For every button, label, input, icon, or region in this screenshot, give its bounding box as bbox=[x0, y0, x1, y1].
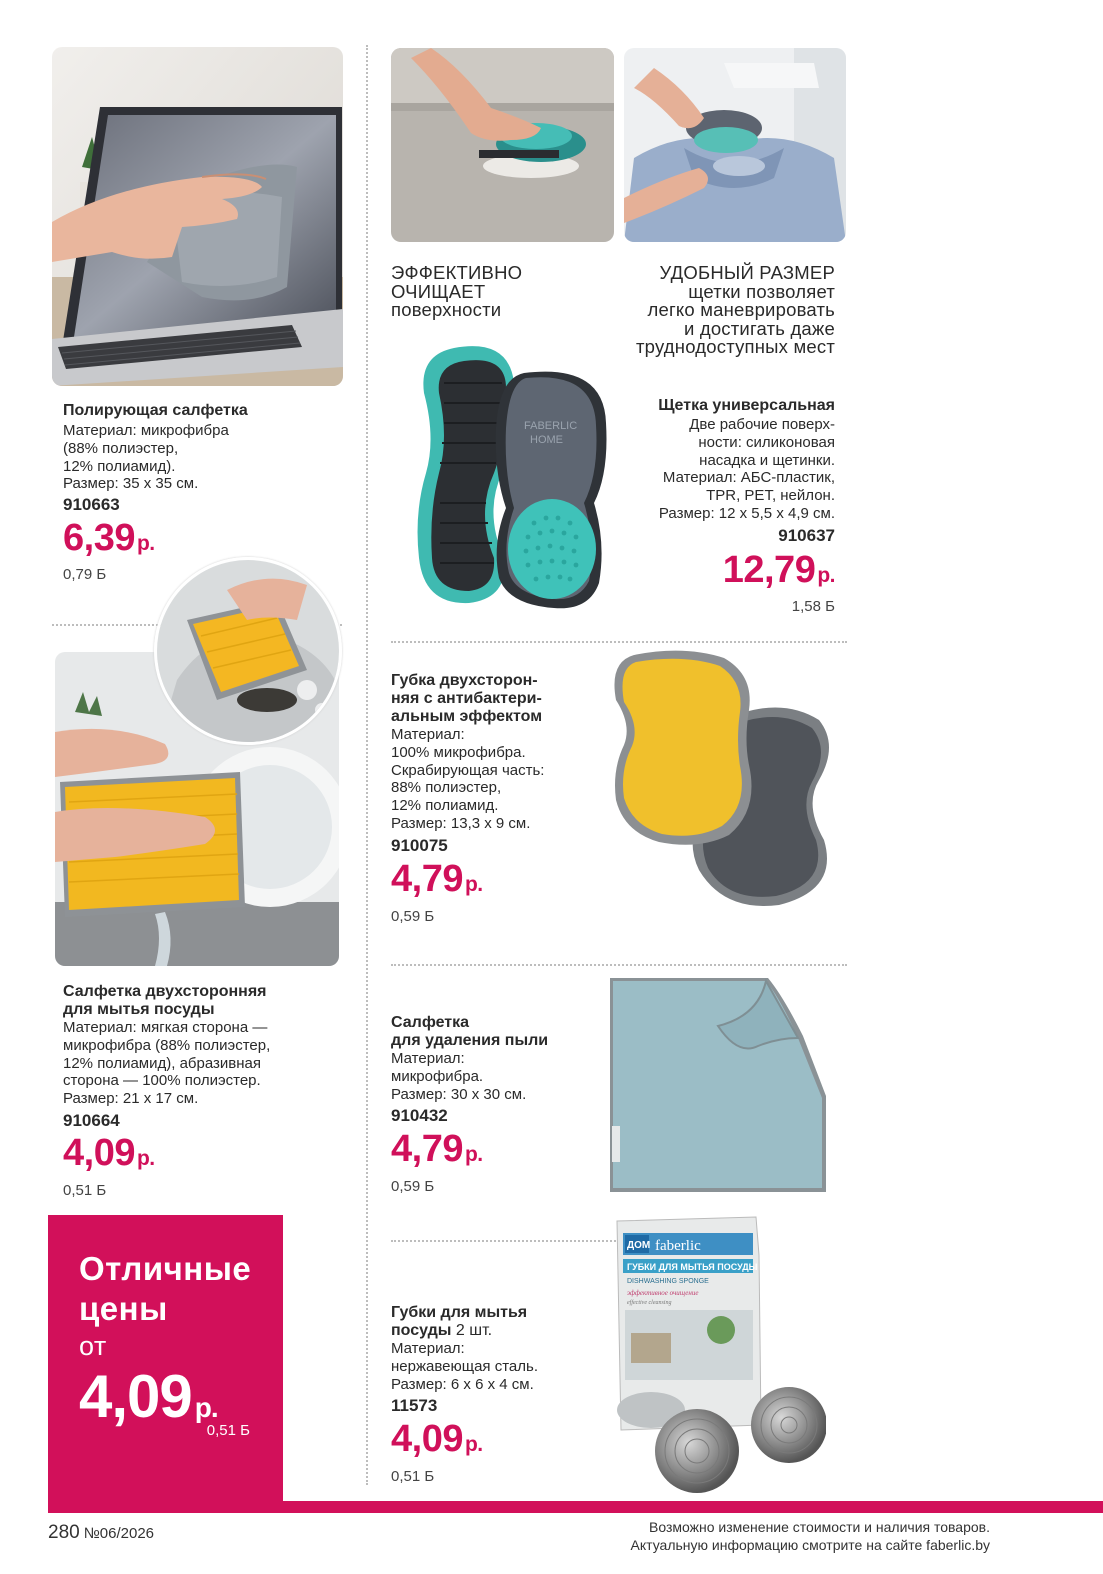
product-points: 0,51 Б bbox=[63, 1181, 107, 1199]
footer-note-line-2: Актуальную информацию смотрите на сайте faberlic.by bbox=[630, 1537, 990, 1553]
product-dish-cloth bbox=[63, 983, 343, 1200]
product-name bbox=[63, 983, 343, 1019]
promo-banner bbox=[48, 1215, 283, 1513]
product-dust-cloth bbox=[391, 1014, 601, 1196]
steel-sponges-image bbox=[611, 1215, 826, 1500]
package-line-1: ГУБКИ ДЛЯ МЫТЬЯ ПОСУДЫ bbox=[627, 1262, 758, 1272]
product-description-line: нержавеющая сталь. bbox=[391, 1357, 538, 1375]
product-quantity: 2 шт. bbox=[451, 1322, 493, 1339]
brush-brand-1: FABERLIC bbox=[524, 420, 578, 432]
promo-points: 0,51 Б bbox=[206, 1422, 250, 1439]
dish-cloth-inset-photo bbox=[154, 557, 342, 745]
product-points: 1,58 Б bbox=[791, 597, 835, 615]
product-description-line: Размер: 21 х 17 см. bbox=[63, 1090, 199, 1108]
laptop-cloth-photo bbox=[52, 47, 343, 386]
footer-note-line-1: Возможно изменение стоимости и наличия товаров. bbox=[648, 1519, 990, 1535]
product-name-text: посуды bbox=[391, 1322, 452, 1339]
product-price bbox=[63, 518, 343, 564]
product-name-line: Губка двухсторон- bbox=[391, 672, 538, 689]
price-value: 4,09 bbox=[63, 1131, 135, 1174]
product-points: 0,59 Б bbox=[391, 907, 435, 925]
product-description-line: 12% полиамид. bbox=[391, 797, 499, 815]
issue-number: №06/2026 bbox=[83, 1525, 155, 1542]
price-value: 4,79 bbox=[391, 1128, 463, 1171]
caption-size bbox=[636, 264, 835, 357]
product-description-line: насадка и щетинки. bbox=[699, 451, 835, 469]
product-description bbox=[63, 422, 343, 493]
product-description-line: сторона — 100% полиэстер. bbox=[63, 1072, 261, 1090]
product-description-line: Материал: bbox=[391, 1340, 465, 1357]
price-value: 4,09 bbox=[391, 1418, 463, 1461]
package-line-4: effective cleansing bbox=[627, 1300, 672, 1306]
caption-size-line-5: труднодоступных мест bbox=[636, 336, 835, 357]
product-description-line: микрофибра (88% полиэстер, bbox=[63, 1036, 271, 1054]
product-price bbox=[391, 859, 601, 905]
price-value: 6,39 bbox=[63, 517, 135, 560]
product-description bbox=[391, 1340, 606, 1393]
promo-from: от bbox=[79, 1331, 107, 1361]
package-logo-a: ДОМ bbox=[627, 1240, 651, 1251]
promo-price bbox=[79, 1365, 218, 1440]
product-description-line: Материал: bbox=[391, 726, 465, 743]
product-code: 11573 bbox=[391, 1396, 438, 1416]
sofa-brush-photo bbox=[391, 48, 614, 242]
product-name-line bbox=[391, 1322, 606, 1340]
product-name: Щетка универсальная bbox=[658, 397, 835, 414]
caption-efficient bbox=[391, 264, 522, 320]
brush-brand-2: HOME bbox=[530, 434, 563, 446]
product-name bbox=[391, 1304, 606, 1340]
dust-cloth-image bbox=[608, 976, 830, 1194]
product-name bbox=[391, 1014, 601, 1050]
product-description-line: ности: силиконовая bbox=[698, 433, 835, 451]
product-steel-sponges bbox=[391, 1304, 606, 1486]
product-price bbox=[615, 550, 835, 596]
page-number bbox=[48, 1522, 154, 1544]
product-description-line: Материал: bbox=[391, 1050, 465, 1067]
product-description-line: 88% полиэстер, bbox=[391, 779, 502, 797]
price-currency: р. bbox=[464, 872, 483, 896]
page-number-value: 280 bbox=[48, 1522, 80, 1543]
promo-title bbox=[79, 1249, 251, 1329]
product-description-line: (88% полиэстер, bbox=[63, 439, 179, 457]
product-polishing-cloth bbox=[63, 402, 343, 584]
product-description-line: Размер: 13,3 х 9 см. bbox=[391, 814, 531, 832]
shirt-brush-photo bbox=[624, 48, 846, 242]
product-description-line: Размер: 6 х 6 х 4 см. bbox=[391, 1375, 534, 1393]
promo-price-currency: р. bbox=[194, 1392, 218, 1423]
caption-size-line-1: УДОБНЫЙ РАЗМЕР bbox=[659, 262, 835, 283]
product-code: 910663 bbox=[63, 495, 120, 515]
product-description bbox=[391, 726, 601, 833]
package-logo-b: faberlic bbox=[655, 1238, 701, 1254]
product-name-line: Салфетка bbox=[391, 1014, 470, 1031]
product-name-line: няя с антибактери- bbox=[391, 690, 542, 707]
microfiber-sponge-image bbox=[604, 650, 846, 912]
caption-efficient-line-2: ОЧИЩАЕТ bbox=[391, 280, 486, 302]
product-description-line: 12% полиамид), абразивная bbox=[63, 1054, 261, 1072]
caption-size-line-2: щетки позволяет bbox=[688, 280, 835, 302]
divider-right-2 bbox=[391, 964, 847, 966]
product-description-line: Размер: 12 х 5,5 х 4,9 см. bbox=[658, 504, 835, 522]
product-description-line: TPR, PET, нейлон. bbox=[706, 487, 835, 505]
product-name: Полирующая салфетка bbox=[63, 402, 248, 419]
product-description-line: Размер: 30 х 30 см. bbox=[391, 1085, 527, 1103]
price-currency: р. bbox=[817, 563, 835, 587]
product-description-line: 12% полиамид). bbox=[63, 457, 176, 475]
footer-note bbox=[631, 1518, 991, 1554]
product-antibacterial-sponge bbox=[391, 672, 601, 926]
product-code: 910637 bbox=[778, 525, 835, 545]
product-code: 910432 bbox=[391, 1106, 448, 1126]
product-description bbox=[615, 416, 835, 523]
product-name-line: Губки для мытья bbox=[391, 1304, 528, 1321]
package-line-3: эффективное очищение bbox=[627, 1289, 699, 1297]
promo-title-line-2: цены bbox=[79, 1290, 168, 1327]
price-currency: р. bbox=[464, 1143, 483, 1167]
product-description-line: Скрабирующая часть: bbox=[391, 761, 545, 779]
column-divider bbox=[366, 45, 368, 1485]
divider-right-3 bbox=[391, 1240, 616, 1242]
product-code: 910075 bbox=[391, 835, 448, 855]
product-price bbox=[391, 1419, 606, 1465]
package-line-2: DISHWASHING SPONGE bbox=[627, 1278, 709, 1285]
product-description-line: 100% микрофибра. bbox=[391, 743, 526, 761]
product-description-line: Размер: 35 х 35 см. bbox=[63, 475, 199, 493]
product-code: 910664 bbox=[63, 1110, 120, 1130]
caption-efficient-line-1: ЭФФЕКТИВНО bbox=[391, 262, 523, 283]
caption-size-line-4: и достигать даже bbox=[683, 317, 835, 339]
promo-price-value: 4,09 bbox=[79, 1363, 192, 1430]
product-universal-brush bbox=[615, 397, 835, 616]
product-price bbox=[391, 1129, 601, 1175]
price-value: 4,79 bbox=[391, 857, 463, 900]
price-currency: р. bbox=[464, 1433, 483, 1457]
divider-right-1 bbox=[391, 641, 847, 643]
product-name-line: Салфетка двухсторонняя bbox=[63, 983, 267, 1000]
product-description bbox=[391, 1050, 601, 1103]
brush-product-image bbox=[414, 343, 614, 613]
bottom-accent-bar bbox=[48, 1501, 1103, 1513]
price-currency: р. bbox=[136, 532, 155, 556]
caption-efficient-line-3: поверхности bbox=[391, 299, 502, 320]
product-description-line: Материал: мягкая сторона — bbox=[63, 1019, 268, 1036]
product-description-line: микрофибра. bbox=[391, 1067, 484, 1085]
promo-title-line-1: Отличные bbox=[79, 1250, 252, 1287]
product-points: 0,79 Б bbox=[63, 566, 107, 584]
product-description bbox=[63, 1019, 343, 1108]
product-name-line: альным эффектом bbox=[391, 708, 543, 725]
price-currency: р. bbox=[136, 1146, 155, 1170]
product-name bbox=[391, 672, 601, 726]
product-description-line: Материал: микрофибра bbox=[63, 422, 229, 439]
product-name-line: для удаления пыли bbox=[391, 1032, 549, 1049]
product-description-line: Две рабочие поверх- bbox=[689, 416, 835, 433]
product-points: 0,51 Б bbox=[391, 1468, 435, 1486]
price-value: 12,79 bbox=[722, 548, 816, 591]
product-price bbox=[63, 1133, 343, 1179]
product-description-line: Материал: АБС-пластик, bbox=[662, 469, 835, 487]
caption-size-line-3: легко маневрировать bbox=[647, 299, 835, 320]
product-points: 0,59 Б bbox=[391, 1178, 435, 1196]
product-name-line: для мытья посуды bbox=[63, 1001, 215, 1018]
